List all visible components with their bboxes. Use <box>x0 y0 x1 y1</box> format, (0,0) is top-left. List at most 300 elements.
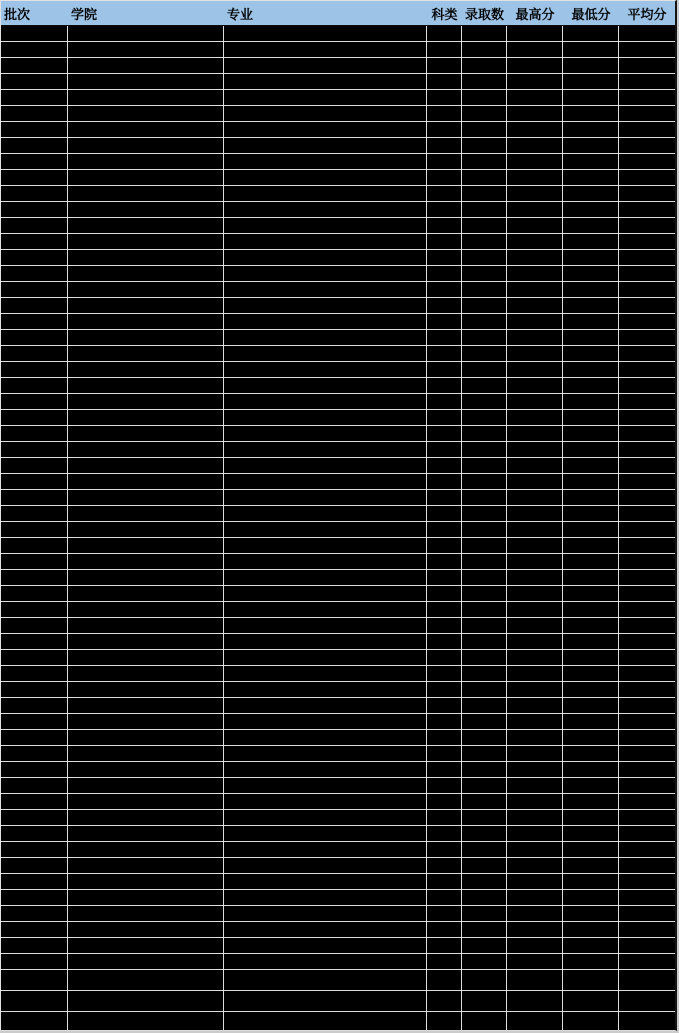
body-cell[interactable] <box>68 186 224 201</box>
body-cell[interactable] <box>563 330 619 345</box>
body-cell[interactable] <box>507 298 563 313</box>
body-cell[interactable] <box>224 602 427 617</box>
body-cell[interactable] <box>427 266 462 281</box>
body-cell[interactable] <box>68 554 224 569</box>
body-cell[interactable] <box>224 58 427 73</box>
body-cell[interactable] <box>1 522 68 537</box>
body-cell[interactable] <box>563 26 619 41</box>
body-cell[interactable] <box>563 250 619 265</box>
body-cell[interactable] <box>507 890 563 905</box>
body-cell[interactable] <box>1 170 68 185</box>
body-cell[interactable] <box>507 586 563 601</box>
body-cell[interactable] <box>1 906 68 921</box>
body-cell[interactable] <box>619 522 675 537</box>
body-cell[interactable] <box>619 442 675 457</box>
body-cell[interactable] <box>563 506 619 521</box>
body-cell[interactable] <box>462 554 507 569</box>
body-cell[interactable] <box>427 778 462 793</box>
body-cell[interactable] <box>224 778 427 793</box>
body-cell[interactable] <box>1 58 68 73</box>
body-cell[interactable] <box>563 266 619 281</box>
body-cell[interactable] <box>1 938 68 953</box>
body-cell[interactable] <box>462 378 507 393</box>
body-cell[interactable] <box>1 186 68 201</box>
body-cell[interactable] <box>68 730 224 745</box>
body-cell[interactable] <box>427 506 462 521</box>
body-cell[interactable] <box>563 991 619 1011</box>
body-cell[interactable] <box>563 602 619 617</box>
body-cell[interactable] <box>507 394 563 409</box>
body-cell[interactable] <box>1 842 68 857</box>
body-cell[interactable] <box>427 666 462 681</box>
body-cell[interactable] <box>224 362 427 377</box>
body-cell[interactable] <box>427 970 462 990</box>
body-cell[interactable] <box>68 826 224 841</box>
body-cell[interactable] <box>507 106 563 121</box>
body-cell[interactable] <box>507 842 563 857</box>
body-cell[interactable] <box>619 26 675 41</box>
body-cell[interactable] <box>619 858 675 873</box>
body-cell[interactable] <box>68 858 224 873</box>
body-cell[interactable] <box>427 442 462 457</box>
body-cell[interactable] <box>462 682 507 697</box>
body-cell[interactable] <box>563 106 619 121</box>
body-cell[interactable] <box>462 154 507 169</box>
body-cell[interactable] <box>462 138 507 153</box>
body-cell[interactable] <box>462 298 507 313</box>
body-cell[interactable] <box>619 202 675 217</box>
body-cell[interactable] <box>563 554 619 569</box>
body-cell[interactable] <box>1 586 68 601</box>
body-cell[interactable] <box>1 234 68 249</box>
body-cell[interactable] <box>68 138 224 153</box>
body-cell[interactable] <box>619 410 675 425</box>
body-cell[interactable] <box>507 538 563 553</box>
body-cell[interactable] <box>462 250 507 265</box>
body-cell[interactable] <box>619 634 675 649</box>
body-cell[interactable] <box>563 778 619 793</box>
body-cell[interactable] <box>224 954 427 969</box>
body-cell[interactable] <box>68 778 224 793</box>
body-cell[interactable] <box>427 730 462 745</box>
body-cell[interactable] <box>462 170 507 185</box>
body-cell[interactable] <box>462 1012 507 1030</box>
body-cell[interactable] <box>563 794 619 809</box>
body-cell[interactable] <box>462 266 507 281</box>
body-cell[interactable] <box>68 490 224 505</box>
body-cell[interactable] <box>507 874 563 889</box>
body-cell[interactable] <box>427 991 462 1011</box>
body-cell[interactable] <box>619 106 675 121</box>
body-cell[interactable] <box>1 394 68 409</box>
body-cell[interactable] <box>619 346 675 361</box>
body-cell[interactable] <box>1 970 68 990</box>
body-cell[interactable] <box>619 250 675 265</box>
body-cell[interactable] <box>462 906 507 921</box>
body-cell[interactable] <box>507 170 563 185</box>
body-cell[interactable] <box>427 714 462 729</box>
body-cell[interactable] <box>224 810 427 825</box>
body-cell[interactable] <box>68 714 224 729</box>
body-cell[interactable] <box>224 410 427 425</box>
body-cell[interactable] <box>427 522 462 537</box>
body-cell[interactable] <box>563 394 619 409</box>
body-cell[interactable] <box>1 474 68 489</box>
body-cell[interactable] <box>462 970 507 990</box>
body-cell[interactable] <box>427 218 462 233</box>
body-cell[interactable] <box>68 426 224 441</box>
body-cell[interactable] <box>68 394 224 409</box>
body-cell[interactable] <box>507 282 563 297</box>
body-cell[interactable] <box>619 778 675 793</box>
body-cell[interactable] <box>619 42 675 57</box>
body-cell[interactable] <box>1 874 68 889</box>
body-cell[interactable] <box>563 746 619 761</box>
body-cell[interactable] <box>619 330 675 345</box>
body-cell[interactable] <box>619 682 675 697</box>
body-cell[interactable] <box>462 58 507 73</box>
body-cell[interactable] <box>224 218 427 233</box>
body-cell[interactable] <box>507 906 563 921</box>
body-cell[interactable] <box>68 954 224 969</box>
body-cell[interactable] <box>507 778 563 793</box>
body-cell[interactable] <box>619 698 675 713</box>
body-cell[interactable] <box>224 922 427 937</box>
body-cell[interactable] <box>68 330 224 345</box>
body-cell[interactable] <box>427 826 462 841</box>
body-cell[interactable] <box>427 202 462 217</box>
body-cell[interactable] <box>427 42 462 57</box>
body-cell[interactable] <box>507 490 563 505</box>
body-cell[interactable] <box>1 570 68 585</box>
body-cell[interactable] <box>427 874 462 889</box>
body-cell[interactable] <box>68 650 224 665</box>
body-cell[interactable] <box>462 538 507 553</box>
body-cell[interactable] <box>462 186 507 201</box>
body-cell[interactable] <box>507 634 563 649</box>
body-cell[interactable] <box>563 666 619 681</box>
body-cell[interactable] <box>563 74 619 89</box>
body-cell[interactable] <box>68 522 224 537</box>
body-cell[interactable] <box>507 266 563 281</box>
body-cell[interactable] <box>224 538 427 553</box>
body-cell[interactable] <box>68 1012 224 1030</box>
body-cell[interactable] <box>462 586 507 601</box>
body-cell[interactable] <box>563 362 619 377</box>
body-cell[interactable] <box>427 890 462 905</box>
body-cell[interactable] <box>462 122 507 137</box>
body-cell[interactable] <box>563 218 619 233</box>
body-cell[interactable] <box>224 266 427 281</box>
body-cell[interactable] <box>68 282 224 297</box>
body-cell[interactable] <box>619 314 675 329</box>
body-cell[interactable] <box>462 346 507 361</box>
body-cell[interactable] <box>224 874 427 889</box>
body-cell[interactable] <box>507 218 563 233</box>
body-cell[interactable] <box>619 954 675 969</box>
body-cell[interactable] <box>563 698 619 713</box>
body-cell[interactable] <box>462 522 507 537</box>
body-cell[interactable] <box>427 554 462 569</box>
body-cell[interactable] <box>462 394 507 409</box>
body-cell[interactable] <box>507 858 563 873</box>
body-cell[interactable] <box>507 762 563 777</box>
body-cell[interactable] <box>1 218 68 233</box>
body-cell[interactable] <box>462 922 507 937</box>
column-header-4[interactable]: 录取数 <box>464 7 504 23</box>
body-cell[interactable] <box>1 426 68 441</box>
body-cell[interactable] <box>619 234 675 249</box>
body-cell[interactable] <box>1 330 68 345</box>
body-cell[interactable] <box>1 538 68 553</box>
body-cell[interactable] <box>427 378 462 393</box>
body-cell[interactable] <box>1 954 68 969</box>
body-cell[interactable] <box>462 650 507 665</box>
body-cell[interactable] <box>507 58 563 73</box>
body-cell[interactable] <box>224 650 427 665</box>
body-cell[interactable] <box>619 154 675 169</box>
body-cell[interactable] <box>427 122 462 137</box>
body-cell[interactable] <box>224 991 427 1011</box>
body-cell[interactable] <box>563 570 619 585</box>
body-cell[interactable] <box>68 42 224 57</box>
body-cell[interactable] <box>507 714 563 729</box>
body-cell[interactable] <box>68 538 224 553</box>
body-cell[interactable] <box>563 682 619 697</box>
body-cell[interactable] <box>507 522 563 537</box>
body-cell[interactable] <box>1 634 68 649</box>
body-cell[interactable] <box>224 490 427 505</box>
body-cell[interactable] <box>563 138 619 153</box>
body-cell[interactable] <box>507 554 563 569</box>
column-header-6[interactable]: 最低分 <box>571 7 611 23</box>
body-cell[interactable] <box>619 218 675 233</box>
body-cell[interactable] <box>563 474 619 489</box>
body-cell[interactable] <box>563 826 619 841</box>
body-cell[interactable] <box>224 858 427 873</box>
body-cell[interactable] <box>619 991 675 1011</box>
body-cell[interactable] <box>224 890 427 905</box>
body-cell[interactable] <box>224 970 427 990</box>
body-cell[interactable] <box>68 474 224 489</box>
body-cell[interactable] <box>507 650 563 665</box>
body-cell[interactable] <box>619 138 675 153</box>
body-cell[interactable] <box>619 74 675 89</box>
body-cell[interactable] <box>462 746 507 761</box>
body-cell[interactable] <box>68 842 224 857</box>
body-cell[interactable] <box>619 890 675 905</box>
body-cell[interactable] <box>462 426 507 441</box>
body-cell[interactable] <box>563 922 619 937</box>
body-cell[interactable] <box>1 314 68 329</box>
body-cell[interactable] <box>563 122 619 137</box>
body-cell[interactable] <box>68 602 224 617</box>
body-cell[interactable] <box>619 970 675 990</box>
body-cell[interactable] <box>224 762 427 777</box>
body-cell[interactable] <box>507 410 563 425</box>
body-cell[interactable] <box>507 618 563 633</box>
body-cell[interactable] <box>563 234 619 249</box>
body-cell[interactable] <box>427 250 462 265</box>
body-cell[interactable] <box>1 282 68 297</box>
body-cell[interactable] <box>619 458 675 473</box>
body-cell[interactable] <box>1 762 68 777</box>
body-cell[interactable] <box>68 410 224 425</box>
body-cell[interactable] <box>563 490 619 505</box>
body-cell[interactable] <box>563 730 619 745</box>
body-cell[interactable] <box>563 314 619 329</box>
body-cell[interactable] <box>1 922 68 937</box>
body-cell[interactable] <box>1 74 68 89</box>
body-cell[interactable] <box>1 410 68 425</box>
body-cell[interactable] <box>507 442 563 457</box>
body-cell[interactable] <box>462 362 507 377</box>
body-cell[interactable] <box>462 234 507 249</box>
body-cell[interactable] <box>563 714 619 729</box>
body-cell[interactable] <box>619 746 675 761</box>
body-cell[interactable] <box>563 378 619 393</box>
body-cell[interactable] <box>563 282 619 297</box>
body-cell[interactable] <box>462 858 507 873</box>
body-cell[interactable] <box>619 186 675 201</box>
body-cell[interactable] <box>427 922 462 937</box>
body-cell[interactable] <box>507 250 563 265</box>
body-cell[interactable] <box>427 362 462 377</box>
body-cell[interactable] <box>427 810 462 825</box>
body-cell[interactable] <box>619 538 675 553</box>
body-cell[interactable] <box>462 442 507 457</box>
body-cell[interactable] <box>507 698 563 713</box>
body-cell[interactable] <box>507 938 563 953</box>
body-cell[interactable] <box>1 1012 68 1030</box>
body-cell[interactable] <box>619 906 675 921</box>
body-cell[interactable] <box>1 682 68 697</box>
body-cell[interactable] <box>1 442 68 457</box>
body-cell[interactable] <box>462 890 507 905</box>
body-cell[interactable] <box>462 458 507 473</box>
body-cell[interactable] <box>427 282 462 297</box>
body-cell[interactable] <box>563 874 619 889</box>
body-cell[interactable] <box>619 602 675 617</box>
body-cell[interactable] <box>68 570 224 585</box>
body-cell[interactable] <box>1 890 68 905</box>
body-cell[interactable] <box>224 586 427 601</box>
body-cell[interactable] <box>507 922 563 937</box>
body-cell[interactable] <box>1 602 68 617</box>
body-cell[interactable] <box>68 586 224 601</box>
body-cell[interactable] <box>224 330 427 345</box>
body-cell[interactable] <box>619 394 675 409</box>
body-cell[interactable] <box>427 74 462 89</box>
body-cell[interactable] <box>1 490 68 505</box>
body-cell[interactable] <box>224 618 427 633</box>
body-cell[interactable] <box>427 698 462 713</box>
body-cell[interactable] <box>1 650 68 665</box>
body-cell[interactable] <box>462 778 507 793</box>
body-cell[interactable] <box>563 90 619 105</box>
body-cell[interactable] <box>507 458 563 473</box>
body-cell[interactable] <box>427 954 462 969</box>
body-cell[interactable] <box>619 794 675 809</box>
body-cell[interactable] <box>224 122 427 137</box>
body-cell[interactable] <box>462 634 507 649</box>
body-cell[interactable] <box>619 874 675 889</box>
body-cell[interactable] <box>224 634 427 649</box>
body-cell[interactable] <box>1 458 68 473</box>
body-cell[interactable] <box>462 762 507 777</box>
body-cell[interactable] <box>563 458 619 473</box>
body-cell[interactable] <box>462 698 507 713</box>
body-cell[interactable] <box>68 218 224 233</box>
body-cell[interactable] <box>507 330 563 345</box>
body-cell[interactable] <box>1 618 68 633</box>
body-cell[interactable] <box>619 650 675 665</box>
body-cell[interactable] <box>1 122 68 137</box>
body-cell[interactable] <box>427 634 462 649</box>
body-cell[interactable] <box>462 330 507 345</box>
body-cell[interactable] <box>427 314 462 329</box>
body-cell[interactable] <box>427 234 462 249</box>
body-cell[interactable] <box>224 314 427 329</box>
body-cell[interactable] <box>68 122 224 137</box>
body-cell[interactable] <box>224 442 427 457</box>
body-cell[interactable] <box>224 106 427 121</box>
body-cell[interactable] <box>1 378 68 393</box>
body-cell[interactable] <box>68 442 224 457</box>
body-cell[interactable] <box>224 346 427 361</box>
body-cell[interactable] <box>619 666 675 681</box>
body-cell[interactable] <box>427 458 462 473</box>
body-cell[interactable] <box>68 810 224 825</box>
column-header-7[interactable]: 平均分 <box>627 7 667 23</box>
body-cell[interactable] <box>68 618 224 633</box>
body-cell[interactable] <box>563 42 619 57</box>
body-cell[interactable] <box>462 714 507 729</box>
body-cell[interactable] <box>563 954 619 969</box>
body-cell[interactable] <box>427 650 462 665</box>
body-cell[interactable] <box>619 426 675 441</box>
body-cell[interactable] <box>224 394 427 409</box>
body-cell[interactable] <box>427 490 462 505</box>
body-cell[interactable] <box>68 106 224 121</box>
body-cell[interactable] <box>427 762 462 777</box>
body-cell[interactable] <box>224 826 427 841</box>
body-cell[interactable] <box>224 938 427 953</box>
body-cell[interactable] <box>507 970 563 990</box>
body-cell[interactable] <box>507 602 563 617</box>
body-cell[interactable] <box>507 26 563 41</box>
body-cell[interactable] <box>1 266 68 281</box>
body-cell[interactable] <box>619 90 675 105</box>
body-cell[interactable] <box>563 442 619 457</box>
body-cell[interactable] <box>427 474 462 489</box>
body-cell[interactable] <box>563 810 619 825</box>
body-cell[interactable] <box>462 282 507 297</box>
body-cell[interactable] <box>68 26 224 41</box>
body-cell[interactable] <box>427 186 462 201</box>
body-cell[interactable] <box>427 346 462 361</box>
body-cell[interactable] <box>224 26 427 41</box>
body-cell[interactable] <box>507 954 563 969</box>
body-cell[interactable] <box>427 394 462 409</box>
body-cell[interactable] <box>224 906 427 921</box>
body-cell[interactable] <box>563 186 619 201</box>
body-cell[interactable] <box>507 234 563 249</box>
body-cell[interactable] <box>462 202 507 217</box>
body-cell[interactable] <box>224 730 427 745</box>
body-cell[interactable] <box>68 970 224 990</box>
body-cell[interactable] <box>224 570 427 585</box>
